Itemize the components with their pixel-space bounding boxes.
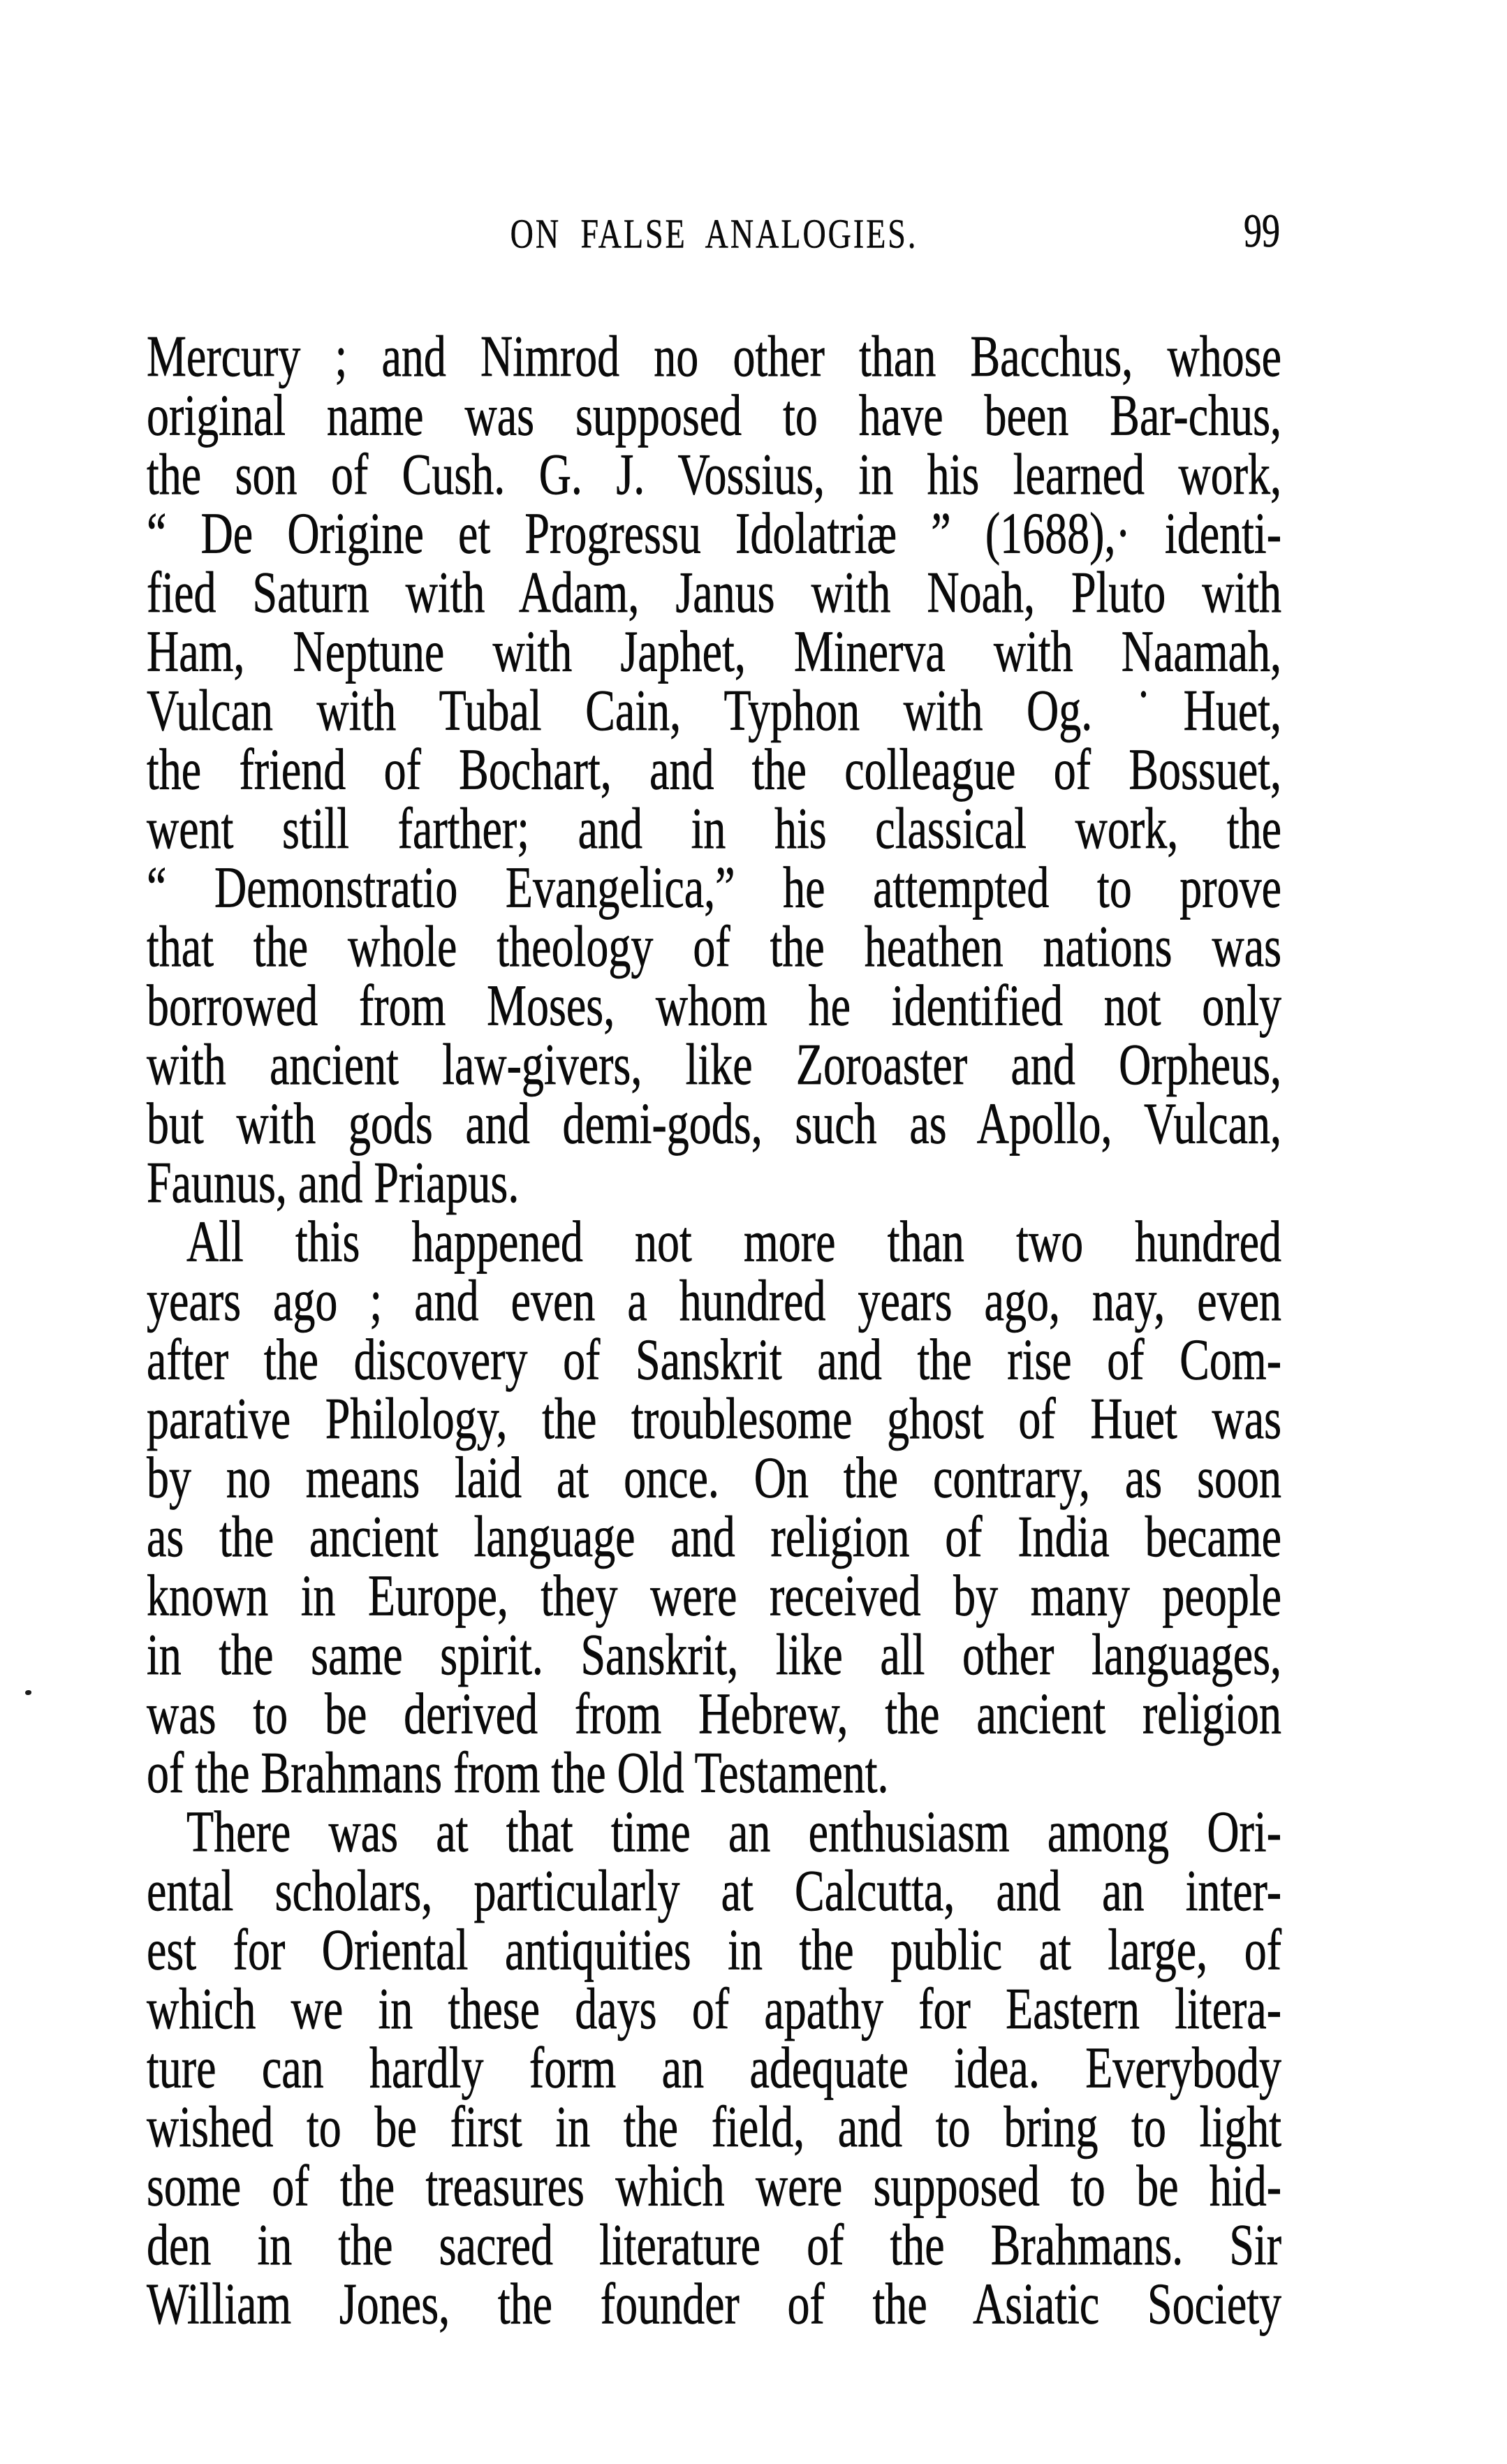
- text-line: went still farther; and in his classical work, the: [147, 795, 1281, 860]
- page-header: [147, 207, 1281, 265]
- text-line: ental scholars, particularly at Calcutta, and an inter-: [147, 1858, 1281, 1923]
- page-number: 99: [1244, 205, 1280, 258]
- paragraph: [147, 1209, 1281, 1805]
- text-line: est for Oriental antiquities in the public at large, of: [147, 1917, 1281, 1982]
- text-line: of the Brahmans from the Old Testament.: [147, 1740, 889, 1805]
- text-line: with ancient law-givers, like Zoroaster and Orpheus,: [147, 1032, 1281, 1097]
- text-line: wished to be first in the field, and to bring to light: [147, 2094, 1281, 2159]
- text-line: by no means laid at once. On the contrary, as soon: [147, 1445, 1281, 1510]
- text-line: known in Europe, they were received by many people: [147, 1563, 1281, 1628]
- text-line: was to be derived from Hebrew, the ancient religion: [147, 1681, 1281, 1746]
- text-line: which we in these days of apathy for Eastern litera-: [147, 1976, 1281, 2041]
- text-line: years ago ; and even a hundred years ago, nay, even: [147, 1268, 1281, 1333]
- paragraph: [147, 323, 1281, 1215]
- text-line: parative Philology, the troublesome ghost of Huet was: [147, 1386, 1281, 1451]
- text-line: There was at that time an enthusiasm among Ori-: [186, 1799, 1281, 1864]
- text-line: after the discovery of Sanskrit and the rise of Com-: [147, 1327, 1281, 1392]
- text-line: borrowed from Moses, whom he identified not only: [147, 973, 1281, 1038]
- text-line: Ham, Neptune with Japhet, Minerva with Naamah,: [147, 619, 1281, 684]
- text-line: the friend of Bochart, and the colleague of Bossuet,: [147, 737, 1281, 802]
- text-line: in the same spirit. Sanskrit, like all other languages,: [147, 1622, 1281, 1687]
- text-line: some of the treasures which were supposed to be hid-: [147, 2153, 1281, 2218]
- text-body: [147, 323, 1281, 2336]
- text-line: “ Demonstratio Evangelica,” he attempted to prove: [147, 855, 1281, 920]
- text-line: original name was supposed to have been Bar-chus,: [147, 383, 1281, 448]
- printed-column: [147, 205, 1281, 2336]
- text-line: Faunus, and Priapus.: [147, 1150, 520, 1215]
- text-line: “ De Origine et Progressu Idolatriæ ” (1688),· identi-: [147, 501, 1281, 566]
- text-line: but with gods and demi-gods, such as Apollo, Vulcan,: [147, 1091, 1281, 1156]
- text-line: Vulcan with Tubal Cain, Typhon with Og. ˙Huet,: [147, 677, 1281, 742]
- text-line: William Jones, the founder of the Asiatic Society: [147, 2271, 1281, 2336]
- text-line: the son of Cush. G. J. Vossius, in his learned work,: [147, 441, 1281, 506]
- text-line: All this happened not more than two hundred: [186, 1209, 1281, 1274]
- text-line: that the whole theology of the heathen nations was: [147, 914, 1281, 978]
- text-line: ture can hardly form an adequate idea. Everybody: [147, 2035, 1281, 2100]
- text-line: den in the sacred literature of the Brahmans. Sir: [147, 2212, 1281, 2277]
- paragraph: [147, 1799, 1281, 2336]
- text-line: Mercury ; and Nimrod no other than Bacchus, whose: [147, 323, 1281, 388]
- text-line: as the ancient language and religion of India became: [147, 1504, 1281, 1569]
- margin-ink-speck: [25, 1690, 31, 1695]
- running-title: ON FALSE ANALOGIES.: [510, 210, 918, 257]
- text-line: fied Saturn with Adam, Janus with Noah, Pluto with: [147, 559, 1281, 624]
